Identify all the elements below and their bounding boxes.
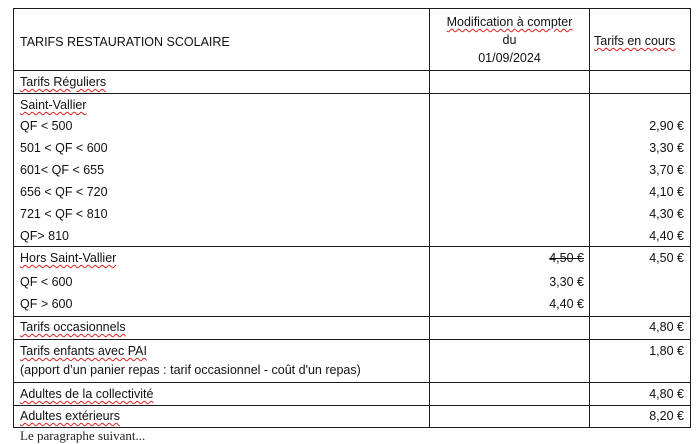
footer-partial-text: Le paragraphe suivant... (20, 428, 146, 443)
hors-row-modification: 4,40 € (549, 297, 584, 311)
sv-row-label: 501 < QF < 600 (20, 141, 108, 155)
sv-row-current: 3,30 € (649, 141, 684, 155)
table-border-right (690, 8, 691, 428)
pai-label: Tarifs enfants avec PAI (20, 344, 147, 358)
hors-heading: Hors Saint-Vallier (20, 251, 117, 265)
saint-vallier-heading: Saint-Vallier (20, 98, 87, 112)
hors-row-label: QF < 600 (20, 275, 73, 289)
modification-header-line2: du (502, 33, 517, 47)
sv-row-current: 4,40 € (649, 229, 684, 243)
row-line (13, 382, 691, 383)
adults-collectivity-current: 4,80 € (649, 387, 684, 401)
sv-row-current: 3,70 € (649, 163, 684, 177)
table-border-left (13, 8, 14, 428)
row-line (13, 339, 691, 340)
table-title: TARIFS RESTAURATION SCOLAIRE (20, 35, 230, 49)
section-regular: Tarifs Réguliers (20, 75, 107, 89)
table-divider-col1 (429, 8, 430, 428)
hors-modification-struck: 4,50 € (549, 251, 584, 265)
occasional-current: 4,80 € (649, 320, 684, 334)
sv-row-label: QF> 810 (20, 229, 69, 243)
modification-header-line3: 01/09/2024 (478, 51, 541, 65)
current-header: Tarifs en cours (594, 34, 676, 48)
sv-row-current: 4,10 € (649, 185, 684, 199)
adults-external-label: Adultes extérieurs (20, 409, 121, 423)
row-line (13, 246, 691, 247)
sv-row-current: 4,30 € (649, 207, 684, 221)
hors-row-modification: 3,30 € (549, 275, 584, 289)
pai-note: (apport d’un panier repas : tarif occasionnel - coût d'un repas) (20, 363, 361, 377)
hors-current: 4,50 € (649, 251, 684, 265)
row-line (13, 405, 691, 406)
row-line (13, 70, 691, 71)
adults-collectivity-label: Adultes de la collectivité (20, 387, 154, 401)
sv-row-label: QF < 500 (20, 119, 73, 133)
occasional-label: Tarifs occasionnels (20, 320, 126, 334)
sv-row-current: 2,90 € (649, 119, 684, 133)
modification-header-line1: Modification à compter (446, 15, 573, 29)
row-line (13, 93, 691, 94)
pai-current: 1,80 € (649, 344, 684, 358)
sv-row-label: 656 < QF < 720 (20, 185, 108, 199)
sv-row-label: 601< QF < 655 (20, 163, 105, 177)
sv-row-label: 721 < QF < 810 (20, 207, 108, 221)
table-border-top (13, 8, 691, 9)
hors-row-label: QF > 600 (20, 297, 73, 311)
adults-external-current: 8,20 € (649, 409, 684, 423)
row-line (13, 316, 691, 317)
